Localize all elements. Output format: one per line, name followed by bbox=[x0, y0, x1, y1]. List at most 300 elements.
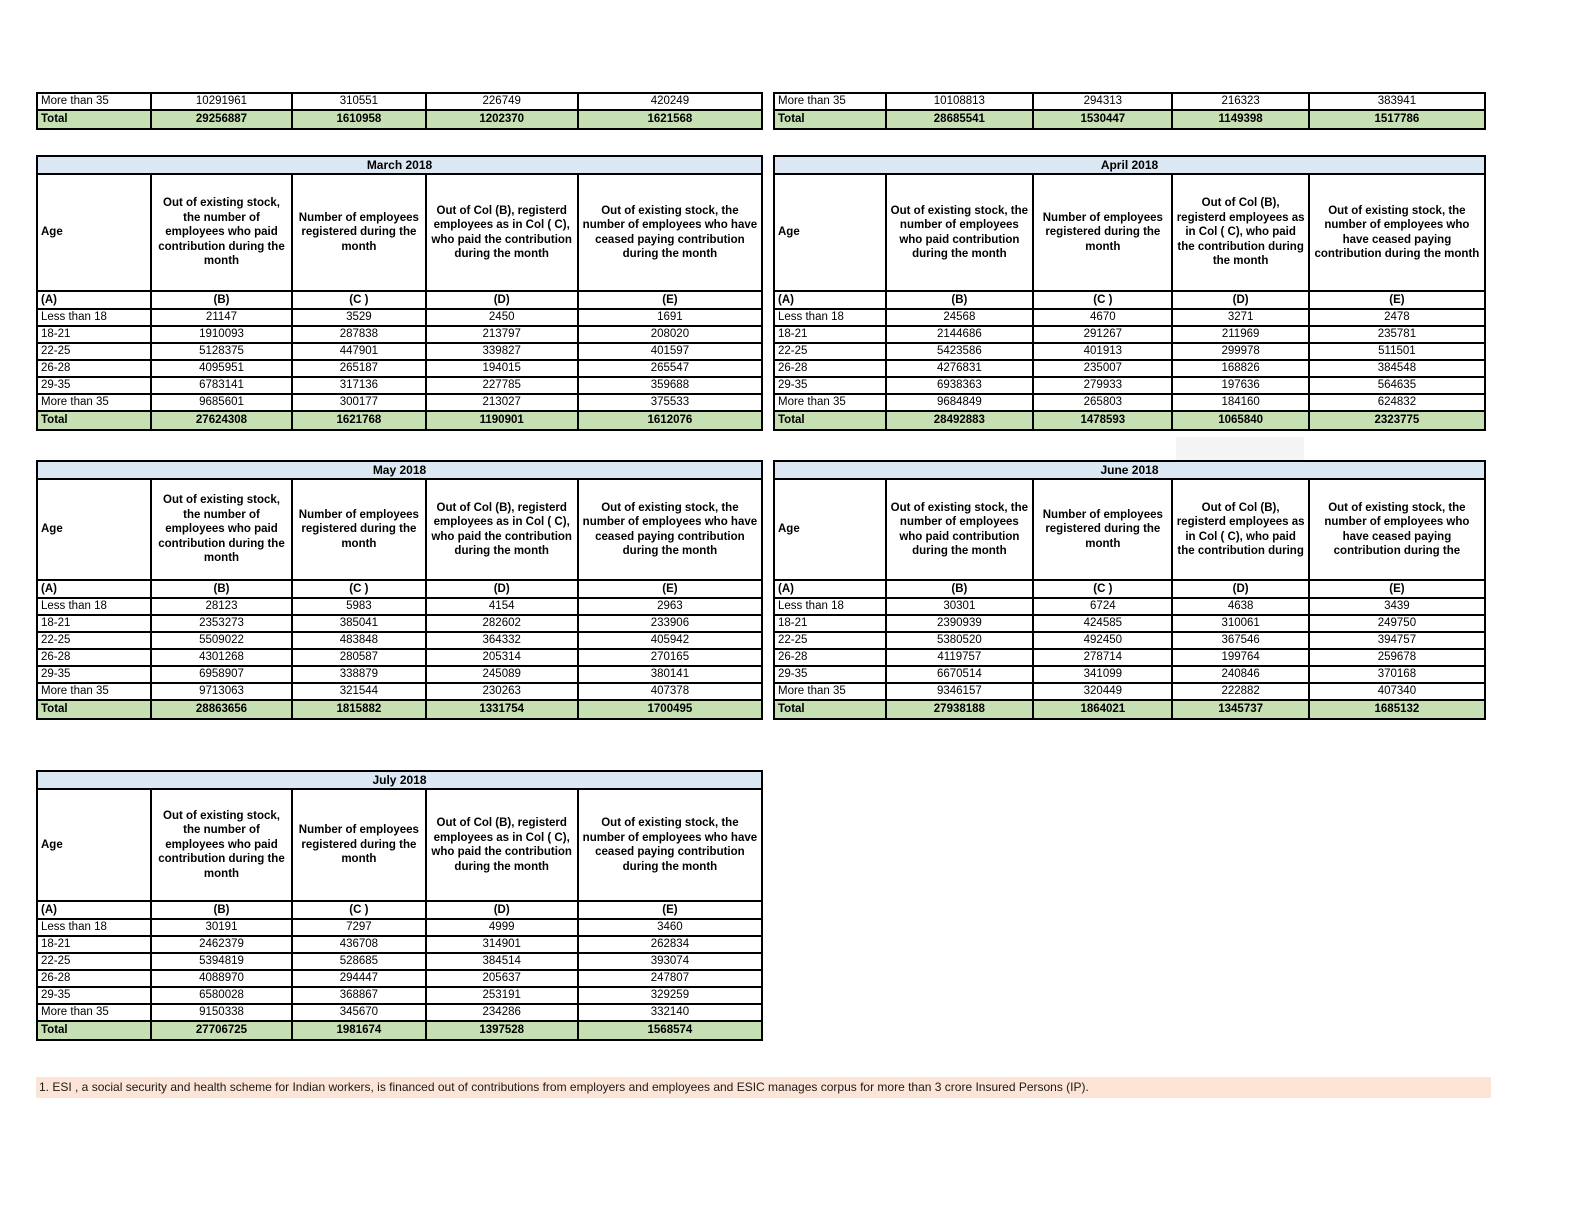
age-data-value-cell: 226749 bbox=[426, 93, 578, 110]
age-data-label-cell: 18-21 bbox=[774, 326, 886, 343]
age-data-label-cell: 18-21 bbox=[774, 615, 886, 632]
age-data-value-cell: 384548 bbox=[1309, 360, 1485, 377]
column-letter-label-cell: (A) bbox=[37, 580, 151, 598]
total-value-cell: 1864021 bbox=[1033, 700, 1172, 719]
total-value-cell: 1981674 bbox=[292, 1021, 425, 1040]
age-data-value-cell: 4670 bbox=[1033, 309, 1172, 326]
age-data-row bbox=[37, 970, 762, 987]
age-data-row bbox=[37, 936, 762, 953]
age-data-value-cell: 511501 bbox=[1309, 343, 1485, 360]
total-label-cell: Total bbox=[774, 411, 886, 430]
age-data-row bbox=[774, 683, 1485, 700]
age-data-value-cell: 4999 bbox=[426, 919, 578, 936]
age-data-value-cell: 564635 bbox=[1309, 377, 1485, 394]
age-data-value-cell: 394757 bbox=[1309, 632, 1485, 649]
total-value-cell: 1517786 bbox=[1309, 110, 1485, 129]
age-data-label-cell: 26-28 bbox=[37, 649, 151, 666]
column-header-cell: Out of existing stock, the number of employees who paid contribution during the month bbox=[151, 479, 292, 580]
age-data-value-cell: 6938363 bbox=[886, 377, 1034, 394]
column-header-cell: Age bbox=[774, 174, 886, 291]
age-data-value-cell: 317136 bbox=[292, 377, 425, 394]
total-value-cell: 29256887 bbox=[151, 110, 292, 129]
age-data-label-cell: 22-25 bbox=[774, 632, 886, 649]
age-data-row bbox=[774, 360, 1485, 377]
month-title-row bbox=[37, 156, 762, 174]
age-data-value-cell: 3439 bbox=[1309, 598, 1485, 615]
age-data-value-cell: 6724 bbox=[1033, 598, 1172, 615]
column-header-cell: Out of existing stock, the number of employees who have ceased paying contribution during the month bbox=[578, 789, 762, 901]
column-letter-label-cell: (A) bbox=[37, 901, 151, 919]
age-data-row bbox=[774, 666, 1485, 683]
age-data-value-cell: 405942 bbox=[578, 632, 762, 649]
age-data-value-cell: 3460 bbox=[578, 919, 762, 936]
total-label-cell: Total bbox=[774, 110, 886, 129]
column-letter-value-cell: (C ) bbox=[1033, 291, 1172, 309]
total-value-cell: 1700495 bbox=[578, 700, 762, 719]
age-data-value-cell: 265547 bbox=[578, 360, 762, 377]
total-value-cell: 27624308 bbox=[151, 411, 292, 430]
age-data-value-cell: 2353273 bbox=[151, 615, 292, 632]
age-data-label-cell: 18-21 bbox=[37, 326, 151, 343]
age-data-value-cell: 420249 bbox=[578, 93, 762, 110]
month-title-row bbox=[774, 156, 1485, 174]
age-data-value-cell: 279933 bbox=[1033, 377, 1172, 394]
column-header-cell: Age bbox=[37, 479, 151, 580]
age-data-value-cell: 483848 bbox=[292, 632, 425, 649]
age-data-value-cell: 380141 bbox=[578, 666, 762, 683]
total-value-cell: 2323775 bbox=[1309, 411, 1485, 430]
age-data-value-cell: 624832 bbox=[1309, 394, 1485, 411]
age-data-value-cell: 2478 bbox=[1309, 309, 1485, 326]
column-header-cell: Out of existing stock, the number of employees who have ceased paying contribution during the month bbox=[578, 479, 762, 580]
column-letter-row bbox=[37, 901, 762, 919]
column-letter-label-cell: (A) bbox=[774, 580, 886, 598]
age-data-value-cell: 222882 bbox=[1172, 683, 1308, 700]
age-data-value-cell: 338879 bbox=[292, 666, 425, 683]
age-data-value-cell: 6783141 bbox=[151, 377, 292, 394]
age-data-value-cell: 341099 bbox=[1033, 666, 1172, 683]
age-data-value-cell: 492450 bbox=[1033, 632, 1172, 649]
column-header-cell: Number of employees registered during the month bbox=[292, 789, 425, 901]
age-data-value-cell: 10108813 bbox=[886, 93, 1034, 110]
total-value-cell: 1621568 bbox=[578, 110, 762, 129]
age-data-value-cell: 436708 bbox=[292, 936, 425, 953]
column-letter-value-cell: (D) bbox=[426, 291, 578, 309]
age-data-value-cell: 9346157 bbox=[886, 683, 1034, 700]
age-data-value-cell: 2144686 bbox=[886, 326, 1034, 343]
column-header-cell: Out of existing stock, the number of employees who have ceased paying contribution during the month bbox=[1309, 174, 1485, 291]
column-header-cell: Out of Col (B), registerd employees as in Col ( C), who paid the contribution during the month bbox=[1172, 174, 1308, 291]
age-data-label-cell: 29-35 bbox=[37, 377, 151, 394]
column-header-cell: Number of employees registered during the month bbox=[292, 479, 425, 580]
age-data-value-cell: 294313 bbox=[1033, 93, 1172, 110]
month-title: March 2018 bbox=[37, 156, 762, 174]
total-value-cell: 1815882 bbox=[292, 700, 425, 719]
age-data-value-cell: 259678 bbox=[1309, 649, 1485, 666]
age-data-value-cell: 216323 bbox=[1172, 93, 1308, 110]
age-data-label-cell: More than 35 bbox=[774, 683, 886, 700]
age-data-value-cell: 370168 bbox=[1309, 666, 1485, 683]
age-data-value-cell: 247807 bbox=[578, 970, 762, 987]
month-title: May 2018 bbox=[37, 461, 762, 479]
column-letter-row bbox=[774, 291, 1485, 309]
age-data-value-cell: 291267 bbox=[1033, 326, 1172, 343]
column-letter-row bbox=[774, 580, 1485, 598]
age-data-row bbox=[37, 919, 762, 936]
column-letter-value-cell: (E) bbox=[1309, 580, 1485, 598]
column-letter-value-cell: (B) bbox=[886, 580, 1034, 598]
age-data-value-cell: 9150338 bbox=[151, 1004, 292, 1021]
age-data-row bbox=[37, 93, 762, 110]
column-letter-value-cell: (D) bbox=[426, 901, 578, 919]
age-data-row bbox=[37, 377, 762, 394]
total-value-cell: 1621768 bbox=[292, 411, 425, 430]
age-data-row bbox=[37, 666, 762, 683]
column-letter-value-cell: (B) bbox=[151, 291, 292, 309]
total-row bbox=[37, 1021, 762, 1040]
age-data-value-cell: 447901 bbox=[292, 343, 425, 360]
age-data-value-cell: 345670 bbox=[292, 1004, 425, 1021]
column-header-row bbox=[37, 479, 762, 580]
month-title: June 2018 bbox=[774, 461, 1485, 479]
column-letter-value-cell: (B) bbox=[886, 291, 1034, 309]
column-letter-value-cell: (D) bbox=[426, 580, 578, 598]
age-data-value-cell: 4095951 bbox=[151, 360, 292, 377]
age-data-value-cell: 339827 bbox=[426, 343, 578, 360]
age-data-value-cell: 278714 bbox=[1033, 649, 1172, 666]
age-data-value-cell: 213027 bbox=[426, 394, 578, 411]
age-data-value-cell: 424585 bbox=[1033, 615, 1172, 632]
age-data-value-cell: 329259 bbox=[578, 987, 762, 1004]
age-data-value-cell: 528685 bbox=[292, 953, 425, 970]
age-data-label-cell: 29-35 bbox=[774, 666, 886, 683]
age-data-value-cell: 6958907 bbox=[151, 666, 292, 683]
column-letter-value-cell: (B) bbox=[151, 580, 292, 598]
age-data-value-cell: 168826 bbox=[1172, 360, 1308, 377]
may-2018-table bbox=[36, 460, 763, 720]
age-data-value-cell: 3271 bbox=[1172, 309, 1308, 326]
total-row bbox=[37, 110, 762, 129]
age-data-value-cell: 384514 bbox=[426, 953, 578, 970]
age-data-label-cell: Less than 18 bbox=[774, 309, 886, 326]
age-data-value-cell: 235007 bbox=[1033, 360, 1172, 377]
month-title-row bbox=[774, 461, 1485, 479]
column-header-cell: Age bbox=[37, 789, 151, 901]
column-letter-row bbox=[37, 580, 762, 598]
month-title: April 2018 bbox=[774, 156, 1485, 174]
age-data-value-cell: 24568 bbox=[886, 309, 1034, 326]
age-data-label-cell: Less than 18 bbox=[37, 598, 151, 615]
age-data-label-cell: 29-35 bbox=[37, 987, 151, 1004]
footnote: 1. ESI , a social security and health scheme for Indian workers, is financed out of contributions from employers and employees and ESIC manages corpus for more than 3 crore Insured Persons (IP). bbox=[36, 1077, 1491, 1098]
total-label-cell: Total bbox=[37, 411, 151, 430]
age-data-value-cell: 21147 bbox=[151, 309, 292, 326]
age-data-value-cell: 375533 bbox=[578, 394, 762, 411]
age-data-label-cell: More than 35 bbox=[37, 394, 151, 411]
age-data-label-cell: 26-28 bbox=[774, 360, 886, 377]
july-2018-table bbox=[36, 770, 763, 1041]
age-data-row bbox=[774, 309, 1485, 326]
total-value-cell: 27706725 bbox=[151, 1021, 292, 1040]
column-letter-row bbox=[37, 291, 762, 309]
age-data-row bbox=[774, 598, 1485, 615]
age-data-value-cell: 194015 bbox=[426, 360, 578, 377]
age-data-value-cell: 5509022 bbox=[151, 632, 292, 649]
age-data-row bbox=[37, 598, 762, 615]
age-data-row bbox=[774, 632, 1485, 649]
age-data-value-cell: 4301268 bbox=[151, 649, 292, 666]
column-header-cell: Number of employees registered during the month bbox=[1033, 479, 1172, 580]
total-label-cell: Total bbox=[774, 700, 886, 719]
age-data-value-cell: 299978 bbox=[1172, 343, 1308, 360]
age-data-label-cell: 22-25 bbox=[37, 953, 151, 970]
total-value-cell: 1530447 bbox=[1033, 110, 1172, 129]
march-2018-table bbox=[36, 155, 763, 431]
age-data-value-cell: 393074 bbox=[578, 953, 762, 970]
age-data-value-cell: 401597 bbox=[578, 343, 762, 360]
age-data-value-cell: 294447 bbox=[292, 970, 425, 987]
june-2018-table bbox=[773, 460, 1486, 720]
age-data-value-cell: 4119757 bbox=[886, 649, 1034, 666]
total-row bbox=[774, 411, 1485, 430]
age-data-value-cell: 9684849 bbox=[886, 394, 1034, 411]
age-data-value-cell: 233906 bbox=[578, 615, 762, 632]
age-data-value-cell: 367546 bbox=[1172, 632, 1308, 649]
age-data-value-cell: 211969 bbox=[1172, 326, 1308, 343]
column-header-cell: Out of existing stock, the number of employees who paid contribution during the month bbox=[151, 789, 292, 901]
age-data-value-cell: 280587 bbox=[292, 649, 425, 666]
age-data-value-cell: 265803 bbox=[1033, 394, 1172, 411]
total-label-cell: Total bbox=[37, 110, 151, 129]
age-data-value-cell: 314901 bbox=[426, 936, 578, 953]
age-data-label-cell: 22-25 bbox=[37, 632, 151, 649]
march-2018-table-grid bbox=[36, 155, 763, 431]
column-letter-value-cell: (E) bbox=[1309, 291, 1485, 309]
total-value-cell: 1568574 bbox=[578, 1021, 762, 1040]
age-data-row bbox=[37, 683, 762, 700]
column-header-cell: Number of employees registered during the month bbox=[292, 174, 425, 291]
age-data-label-cell: More than 35 bbox=[37, 1004, 151, 1021]
april-2018-table-grid bbox=[773, 155, 1486, 431]
age-data-value-cell: 4638 bbox=[1172, 598, 1308, 615]
column-letter-value-cell: (C ) bbox=[292, 580, 425, 598]
age-data-row bbox=[774, 343, 1485, 360]
age-data-value-cell: 300177 bbox=[292, 394, 425, 411]
age-data-row bbox=[774, 326, 1485, 343]
age-data-value-cell: 235781 bbox=[1309, 326, 1485, 343]
column-header-cell: Out of Col (B), registerd employees as in Col ( C), who paid the contribution during the month bbox=[426, 479, 578, 580]
age-data-value-cell: 1910093 bbox=[151, 326, 292, 343]
age-data-value-cell: 385041 bbox=[292, 615, 425, 632]
total-label-cell: Total bbox=[37, 1021, 151, 1040]
column-letter-value-cell: (E) bbox=[578, 901, 762, 919]
age-data-value-cell: 205637 bbox=[426, 970, 578, 987]
age-data-label-cell: Less than 18 bbox=[37, 309, 151, 326]
total-value-cell: 28492883 bbox=[886, 411, 1034, 430]
column-header-cell: Out of Col (B), registerd employees as in Col ( C), who paid the contribution during the month bbox=[426, 174, 578, 291]
age-data-label-cell: 29-35 bbox=[774, 377, 886, 394]
age-data-value-cell: 240846 bbox=[1172, 666, 1308, 683]
age-data-row bbox=[37, 632, 762, 649]
total-row bbox=[37, 411, 762, 430]
column-header-cell: Out of existing stock, the number of employees who paid contribution during the month bbox=[151, 174, 292, 291]
age-data-value-cell: 3529 bbox=[292, 309, 425, 326]
age-data-value-cell: 282602 bbox=[426, 615, 578, 632]
age-data-row bbox=[37, 360, 762, 377]
column-letter-value-cell: (C ) bbox=[292, 291, 425, 309]
age-data-label-cell: 26-28 bbox=[37, 970, 151, 987]
age-data-value-cell: 270165 bbox=[578, 649, 762, 666]
total-row bbox=[774, 700, 1485, 719]
total-value-cell: 1610958 bbox=[292, 110, 425, 129]
total-label-cell: Total bbox=[37, 700, 151, 719]
age-data-label-cell: 29-35 bbox=[37, 666, 151, 683]
april-2018-table bbox=[773, 155, 1486, 431]
age-data-label-cell: Less than 18 bbox=[774, 598, 886, 615]
age-data-value-cell: 184160 bbox=[1172, 394, 1308, 411]
column-letter-label-cell: (A) bbox=[774, 291, 886, 309]
age-data-value-cell: 383941 bbox=[1309, 93, 1485, 110]
age-data-row bbox=[37, 987, 762, 1004]
age-data-row bbox=[37, 309, 762, 326]
age-data-value-cell: 310061 bbox=[1172, 615, 1308, 632]
age-data-label-cell: More than 35 bbox=[37, 93, 151, 110]
age-data-row bbox=[37, 1004, 762, 1021]
age-data-value-cell: 10291961 bbox=[151, 93, 292, 110]
total-value-cell: 1065840 bbox=[1172, 411, 1308, 430]
age-data-value-cell: 205314 bbox=[426, 649, 578, 666]
total-row bbox=[37, 700, 762, 719]
age-data-value-cell: 199764 bbox=[1172, 649, 1308, 666]
age-data-label-cell: More than 35 bbox=[774, 394, 886, 411]
age-data-value-cell: 5983 bbox=[292, 598, 425, 615]
age-data-label-cell: 22-25 bbox=[774, 343, 886, 360]
column-header-cell: Age bbox=[774, 479, 886, 580]
age-data-value-cell: 310551 bbox=[292, 93, 425, 110]
column-header-cell: Out of existing stock, the number of employees who paid contribution during the month bbox=[886, 174, 1034, 291]
age-data-value-cell: 368867 bbox=[292, 987, 425, 1004]
total-value-cell: 1190901 bbox=[426, 411, 578, 430]
age-data-value-cell: 5423586 bbox=[886, 343, 1034, 360]
age-data-label-cell: 26-28 bbox=[37, 360, 151, 377]
age-data-value-cell: 1691 bbox=[578, 309, 762, 326]
age-data-row bbox=[774, 394, 1485, 411]
total-value-cell: 1685132 bbox=[1309, 700, 1485, 719]
total-value-cell: 1202370 bbox=[426, 110, 578, 129]
top-right-partial-table-grid bbox=[773, 92, 1486, 130]
total-row bbox=[774, 110, 1485, 129]
total-value-cell: 1345737 bbox=[1172, 700, 1308, 719]
age-data-row bbox=[37, 326, 762, 343]
may-2018-table-grid bbox=[36, 460, 763, 720]
age-data-row bbox=[37, 953, 762, 970]
column-header-cell: Out of Col (B), registerd employees as in Col ( C), who paid the contribution during bbox=[1172, 479, 1308, 580]
age-data-row bbox=[37, 394, 762, 411]
age-data-row bbox=[37, 615, 762, 632]
column-header-row bbox=[774, 174, 1485, 291]
age-data-value-cell: 234286 bbox=[426, 1004, 578, 1021]
age-data-value-cell: 2462379 bbox=[151, 936, 292, 953]
column-letter-value-cell: (D) bbox=[1172, 580, 1308, 598]
age-data-value-cell: 265187 bbox=[292, 360, 425, 377]
june-2018-table-grid bbox=[773, 460, 1486, 720]
month-title-row bbox=[37, 771, 762, 789]
month-title-row bbox=[37, 461, 762, 479]
age-data-label-cell: 18-21 bbox=[37, 615, 151, 632]
age-data-value-cell: 2450 bbox=[426, 309, 578, 326]
age-data-value-cell: 332140 bbox=[578, 1004, 762, 1021]
age-data-value-cell: 4276831 bbox=[886, 360, 1034, 377]
age-data-label-cell: 18-21 bbox=[37, 936, 151, 953]
age-data-value-cell: 213797 bbox=[426, 326, 578, 343]
age-data-value-cell: 7297 bbox=[292, 919, 425, 936]
top-right-partial-table bbox=[773, 92, 1486, 130]
total-value-cell: 1149398 bbox=[1172, 110, 1308, 129]
total-value-cell: 27938188 bbox=[886, 700, 1034, 719]
age-data-value-cell: 4088970 bbox=[151, 970, 292, 987]
age-data-row bbox=[37, 649, 762, 666]
age-data-label-cell: Less than 18 bbox=[37, 919, 151, 936]
age-data-value-cell: 227785 bbox=[426, 377, 578, 394]
age-data-value-cell: 6670514 bbox=[886, 666, 1034, 683]
column-letter-value-cell: (C ) bbox=[292, 901, 425, 919]
column-header-cell: Number of employees registered during the month bbox=[1033, 174, 1172, 291]
age-data-value-cell: 321544 bbox=[292, 683, 425, 700]
age-data-value-cell: 30301 bbox=[886, 598, 1034, 615]
total-value-cell: 28685541 bbox=[886, 110, 1034, 129]
age-data-row bbox=[774, 93, 1485, 110]
top-left-partial-table-grid bbox=[36, 92, 763, 130]
month-title: July 2018 bbox=[37, 771, 762, 789]
age-data-value-cell: 9713063 bbox=[151, 683, 292, 700]
age-data-label-cell: 26-28 bbox=[774, 649, 886, 666]
age-data-value-cell: 4154 bbox=[426, 598, 578, 615]
age-data-value-cell: 28123 bbox=[151, 598, 292, 615]
age-data-value-cell: 5380520 bbox=[886, 632, 1034, 649]
age-data-value-cell: 2963 bbox=[578, 598, 762, 615]
column-letter-label-cell: (A) bbox=[37, 291, 151, 309]
age-data-row bbox=[774, 615, 1485, 632]
age-data-row bbox=[37, 343, 762, 360]
age-data-value-cell: 407340 bbox=[1309, 683, 1485, 700]
age-data-value-cell: 9685601 bbox=[151, 394, 292, 411]
age-data-row bbox=[774, 649, 1485, 666]
age-data-value-cell: 359688 bbox=[578, 377, 762, 394]
age-data-value-cell: 407378 bbox=[578, 683, 762, 700]
total-value-cell: 1612076 bbox=[578, 411, 762, 430]
total-value-cell: 1478593 bbox=[1033, 411, 1172, 430]
age-data-row bbox=[774, 377, 1485, 394]
age-data-value-cell: 208020 bbox=[578, 326, 762, 343]
column-header-row bbox=[37, 789, 762, 901]
column-header-cell: Out of existing stock, the number of employees who paid contribution during the month bbox=[886, 479, 1034, 580]
total-value-cell: 1331754 bbox=[426, 700, 578, 719]
column-letter-value-cell: (E) bbox=[578, 580, 762, 598]
column-header-cell: Out of existing stock, the number of employees who have ceased paying contribution during the bbox=[1309, 479, 1485, 580]
column-header-cell: Age bbox=[37, 174, 151, 291]
age-data-value-cell: 6580028 bbox=[151, 987, 292, 1004]
july-2018-table-grid bbox=[36, 770, 763, 1041]
age-data-label-cell: 22-25 bbox=[37, 343, 151, 360]
top-left-partial-table bbox=[36, 92, 763, 130]
total-value-cell: 1397528 bbox=[426, 1021, 578, 1040]
column-letter-value-cell: (D) bbox=[1172, 291, 1308, 309]
age-data-value-cell: 245089 bbox=[426, 666, 578, 683]
column-letter-value-cell: (C ) bbox=[1033, 580, 1172, 598]
age-data-value-cell: 253191 bbox=[426, 987, 578, 1004]
age-data-value-cell: 5128375 bbox=[151, 343, 292, 360]
age-data-value-cell: 230263 bbox=[426, 683, 578, 700]
